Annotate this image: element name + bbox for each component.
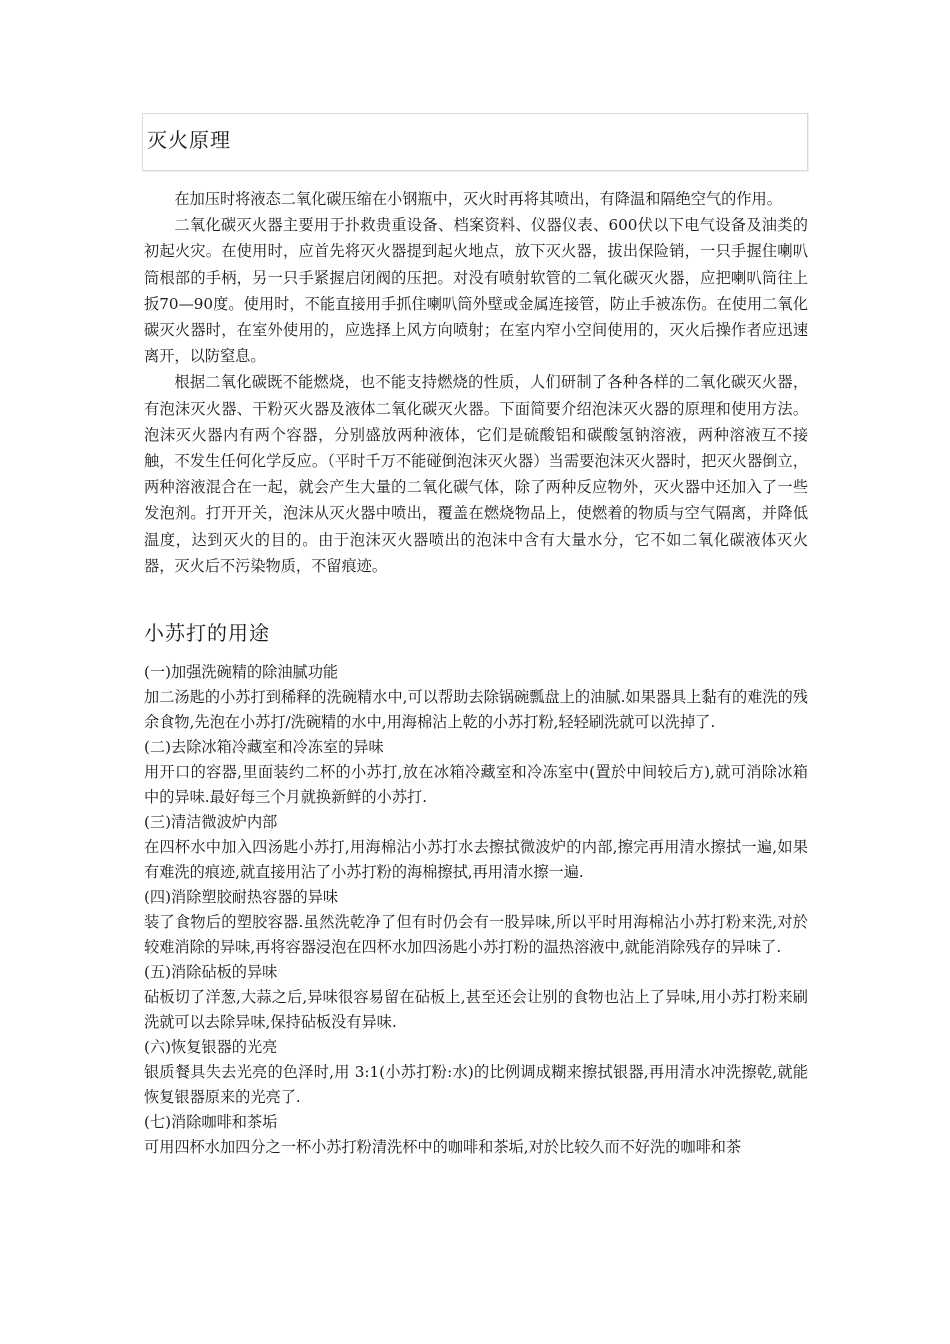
baking-soda-section — [144, 660, 808, 1160]
list-item-title: (一)加强洗碗精的除油腻功能 — [144, 663, 339, 681]
list-item-title: (三)清洁微波炉内部 — [144, 813, 278, 831]
paragraph: 在加压时将液态二氧化碳压缩在小钢瓶中，灭火时再将其喷出，有降温和隔绝空气的作用。 — [174, 190, 782, 208]
paragraph: 根据二氧化碳既不能燃烧，也不能支持燃烧的性质，人们研制了各种各样的二氧化碳灭火器，有泡沫灭火器、干粉灭火器及液体二氧化碳灭火器。下面简要介绍泡沫灭火器的原理和使用方法。 泡沫灭火器内有两个容器，分别盛放两种液体，它们是硫酸铝和碳酸氢钠溶液，两种溶液互不接触，不发生任何化学反应。（平时千万不能碰倒泡沫灭火器）当需要泡沫灭火器时，把灭火器倒立，两种溶液混合在一起，就会产生大量的二氧化碳气体，除了两种反应物外，灭火器中还加入了一些发泡剂。打开开关，泡沫从灭火器中喷出，覆盖在燃烧物品上，使燃着的物质与空气隔离，并降低温度，达到灭火的目的。由于泡沫灭火器喷出的泡沫中含有大量水分，它不如二氧化碳液体灭火器，灭火后不污染物质，不留痕迹。 — [144, 373, 808, 575]
section-title-fire-extinguishing: 灭火原理 — [147, 128, 231, 152]
list-item-body: 加二汤匙的小苏打到稀释的洗碗精水中,可以帮助去除锅碗瓢盘上的油腻.如果器具上黏有的难洗的残余食物,先泡在小苏打/洗碗精的水中,用海棉沾上乾的小苏打粉,轻轻刷洗就可以洗掉了. — [144, 688, 808, 731]
list-item-title: (七)消除咖啡和茶垢 — [144, 1113, 278, 1131]
list-item-title: (六)恢复银器的光亮 — [144, 1038, 278, 1056]
list-item-body: 银质餐具失去光亮的色泽时,用 3:1(小苏打粉:水)的比例调成糊来擦拭银器,再用清水冲洗擦乾,就能恢复银器原来的光亮了. — [144, 1063, 808, 1106]
list-item-body: 装了食物后的塑胶容器.虽然洗乾净了但有时仍会有一股异味,所以平时用海棉沾小苏打粉来洗,对於较难消除的异味,再将容器浸泡在四杯水加四汤匙小苏打粉的温热溶液中,就能消除残存的异味了. — [144, 913, 808, 956]
list-item-body: 可用四杯水加四分之一杯小苏打粉清洗杯中的咖啡和茶垢,对於比较久而不好洗的咖啡和茶 — [144, 1138, 742, 1156]
list-item-body: 砧板切了洋葱,大蒜之后,异味很容易留在砧板上,甚至还会让别的食物也沾上了异味,用小苏打粉来刷洗就可以去除异味,保持砧板没有异味. — [144, 988, 808, 1031]
list-item-body: 在四杯水中加入四汤匙小苏打,用海棉沾小苏打水去擦拭微波炉的内部,擦完再用清水擦拭一遍,如果有难洗的痕迹,就直接用沾了小苏打粉的海棉擦拭,再用清水擦一遍. — [144, 838, 808, 881]
paragraph: 二氧化碳灭火器主要用于扑救贵重设备、档案资料、仪器仪表、600伏以下电气设备及油类的初起火灾。在使用时，应首先将灭火器提到起火地点，放下灭火器，拔出保险销，一只手握住喇叭筒根部的手柄，另一只手紧握启闭阀的压把。对没有喷射软管的二氧化碳灭火器，应把喇叭筒往上扳70—90度。使用时，不能直接用手抓住喇叭筒外壁或金属连接管，防止手被冻伤。在使用二氧化碳灭火器时，在室外使用的，应选择上风方向喷射；在室内窄小空间使用的，灭火后操作者应迅速离开，以防窒息。 — [144, 216, 808, 366]
section-title-box — [142, 113, 808, 171]
section-title-baking-soda: 小苏打的用途 — [144, 621, 270, 645]
list-item-title: (五)消除砧板的异味 — [144, 963, 278, 981]
list-item-body: 用开口的容器,里面装约二杯的小苏打,放在冰箱冷藏室和冷冻室中(置於中间较后方),就可消除冰箱中的异味.最好每三个月就换新鲜的小苏打. — [144, 763, 808, 806]
fire-extinguishing-section — [144, 186, 808, 579]
list-item-title: (四)消除塑胶耐热容器的异味 — [144, 888, 339, 906]
list-item-title: (二)去除冰箱冷藏室和冷冻室的异味 — [144, 738, 384, 756]
